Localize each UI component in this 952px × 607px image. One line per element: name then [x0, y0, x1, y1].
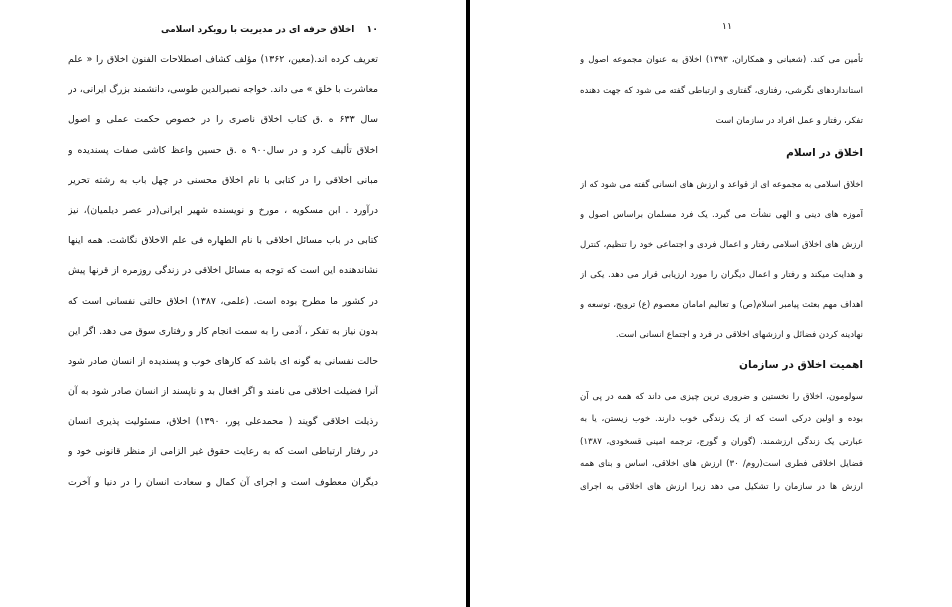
text-line: نشاندهنده این است که توجه به مسائل اخلاقی در زندگی روزمره از قرنها پیش [68, 265, 378, 277]
running-title: اخلاق حرفه ای در مدیریت با رویکرد اسلامی [160, 25, 355, 35]
section-heading: اخلاق در اسلام [786, 146, 863, 159]
text-line: تعریف کرده اند.(معین، ۱۳۶۲) مؤلف کشاف اصطلاحات الفنون اخلاق را « علم [68, 54, 378, 65]
text-line: معاشرت با خلق » می داند. خواجه نصیرالدین طوسی، دانشمند بزرگ ایرانی، در [68, 84, 378, 96]
text-line: اخلاق تألیف کرد و در سال۹۰۰ ه .ق حسین واعظ کاشی صفات پسندیده و [68, 144, 378, 156]
section-heading: اهمیت اخلاق در سازمان [739, 358, 863, 371]
page-number: ۱۰ [366, 24, 378, 35]
text-line: در کشور ما مطرح بوده است. (علمی، ۱۳۸۷) اخلاق حالتی نفسانی است که [68, 295, 378, 307]
page-right [470, 0, 952, 607]
text-line: رذیلت اخلاقی گویند ( محمدعلی پور، ۱۳۹۰) اخلاق، مسئولیت پذیری انسان [68, 416, 378, 428]
text-line: آموزه های دینی و الهی نشأت می گیرد. یک فرد مسلمان براساس اصول و [580, 209, 863, 220]
text-line: فضایل اخلاقی فطری است(روم/ ۳۰) ارزش های اخلاقی، اساس و بنای همه [580, 459, 863, 470]
text-line: کتابی در باب مسائل اخلاقی با نام الطهاره فی علم الاخلاق نگاشت. همه اینها [68, 235, 378, 247]
text-line: ارزش های اخلاق اسلامی رفتار و اعمال فردی و اجتماعی خود را تنظیم، کنترل [580, 239, 863, 250]
page-body [68, 45, 378, 498]
text-line: دیگران معطوف است و اجرای آن کمال و سعادت انسان را در دنیا و آخرت [68, 476, 378, 488]
page-number: ۱۱ [721, 21, 733, 32]
running-head [68, 22, 378, 38]
text-line: در رفتار ارتباطی است که به رعایت حقوق غیر الزامی از منظر قانونی خود و [68, 446, 378, 458]
text-line: و هدایت میکند و رفتار و اعمال دیگران را مورد ارزیابی قرار می دهد. یکی از [580, 269, 863, 280]
text-line: درآورد . ابن مسکویه ، مورخ و نویسنده شهیر ایرانی(در عصر دیلمیان)، نیز [68, 204, 378, 216]
text-line: ارزش ها در سازمان را تشکیل می دهد زیرا ارزش های اخلاقی به اجرای [580, 481, 863, 492]
text-line: استانداردهای نگرشی، رفتاری، گفتاری و ارتباطی گفته می شود که جهت دهنده [580, 85, 863, 96]
text-line: سولومون، اخلاق را نخستین و ضروری ترین چیزی می داند که همه در پی آن [580, 391, 863, 402]
text-line: عبارتی یک زندگی ارزشمند. (گوران و گورج، ترجمه امینی قسخودی، ۱۳۸۷) [580, 436, 863, 447]
text-line: آنرا فضیلت اخلاقی می نامند و اگر افعال بد و ناپسند از انسان صادر شود به آن [68, 386, 378, 398]
text-line: نهادینه کردن فضائل و ارزشهای اخلاقی در فرد و اجتماع انسانی است. [615, 329, 863, 340]
text-line: اخلاق اسلامی به مجموعه ای از قواعد و ارزش های انسانی گفته می شود که از [580, 179, 863, 190]
text-line: اهداف مهم بعثت پیامبر اسلام(ص) و تعالیم امامان معصوم (ع) ترویج، توسعه و [580, 299, 863, 310]
text-line: تأمین می کند. (شعبانی و همکاران، ۱۳۹۳) اخلاق به عنوان مجموعه اصول و [580, 55, 863, 65]
paragraph [580, 45, 863, 137]
text-line: بوده و اولین درکی است که از یک زندگی خوب دارند. خوب زیستن، یا به [580, 414, 863, 425]
paragraph [580, 170, 863, 350]
text-line: حالت نفسانی به گونه ای باشد که کارهای خوب و پسندیده از انسان صادر شود [68, 355, 378, 367]
text-line: مبانی اخلاقی را در کتابی با نام اخلاق محسنی در چهل باب به رشته تحریر [68, 174, 378, 186]
page-body [580, 45, 863, 498]
page-left [0, 0, 466, 607]
text-line: تفکر، رفتار و عمل افراد در سازمان است [715, 116, 863, 126]
text-line: بدون نیاز به تفکر ، آدمی را به سمت انجام کار و رفتاری سوق می دهد. اگر این [68, 325, 378, 337]
paragraph [580, 386, 863, 499]
text-line: سال ۶۳۳ ه .ق کتاب اخلاق ناصری را در خصوص حکمت عملی و اصول [68, 114, 378, 126]
